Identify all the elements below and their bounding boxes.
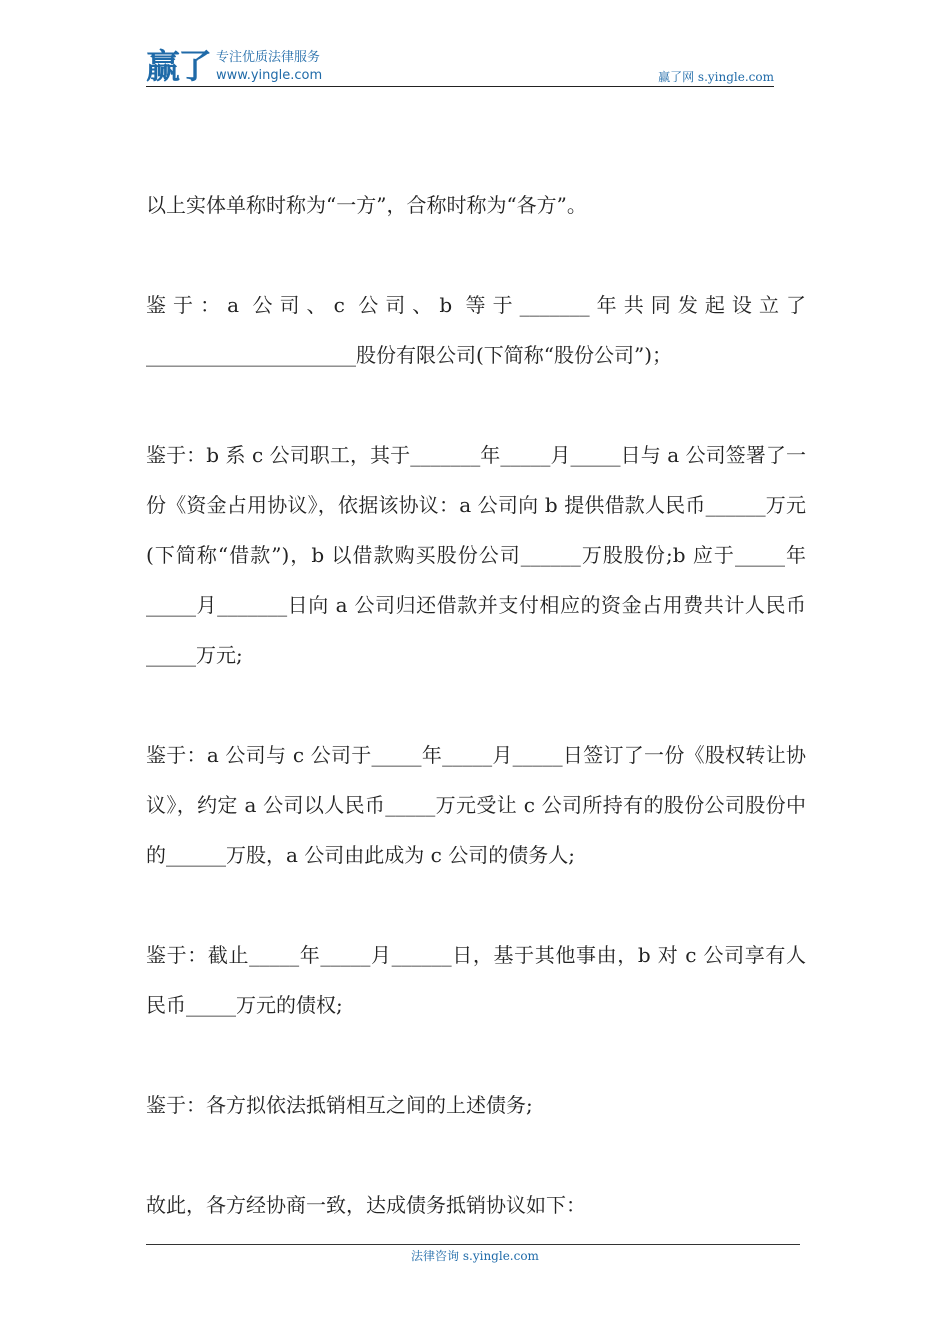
paragraph-recital-equity-transfer: 鉴于：a 公司与 c 公司于_____年_____月_____日签订了一份《股权转让协议》，约定 a 公司以人民币_____万元受让 c 公司所持有的股份公司股份中的______万股，a 公司由此成为 c 公司的债务人; bbox=[146, 743, 806, 867]
paragraph-recital-claim: 鉴于：截止_____年_____月______日，基于其他事由，b 对 c 公司享有人民币_____万元的债权; bbox=[146, 943, 806, 1017]
yingle-logo[interactable]: 赢了 bbox=[146, 47, 210, 87]
page-header bbox=[146, 46, 774, 88]
footer-divider bbox=[146, 1244, 800, 1245]
paragraph-recital-offset: 鉴于：各方拟依法抵销相互之间的上述债务; bbox=[146, 1093, 533, 1117]
header-divider bbox=[146, 86, 774, 87]
footer-link[interactable]: 法律咨询 s.yingle.com bbox=[411, 1249, 539, 1263]
paragraph-recital-loan: 鉴于：b 系 c 公司职工，其于_______年_____月_____日与 a 公司签署了一份《资金占用协议》，依据该协议：a 公司向 b 提供借款人民币______万元(下简称“借款”)，b 以借款购买股份公司______万股股份;b 应于_____年_____月_______日向 a 公司归还借款并支付相应的资金占用费共计人民币_____万元; bbox=[146, 443, 806, 667]
paragraph-party-definition: 以上实体单称时称为“一方”，合称时称为“各方”。 bbox=[146, 193, 587, 217]
paragraph-agreement-intro: 故此，各方经协商一致，达成债务抵销协议如下： bbox=[146, 1193, 586, 1217]
document-body bbox=[146, 180, 806, 1230]
logo-slogan: 专注优质法律服务 bbox=[216, 50, 321, 65]
logo-url[interactable]: www.yingle.com bbox=[216, 68, 323, 83]
header-site-link[interactable]: 赢了网 s.yingle.com bbox=[658, 70, 774, 84]
paragraph-recital-company-setup: 鉴于：a 公司、c 公司、b 等于_______年共同发起设立了_____________________股份有限公司(下简称“股份公司”)； bbox=[146, 293, 806, 367]
